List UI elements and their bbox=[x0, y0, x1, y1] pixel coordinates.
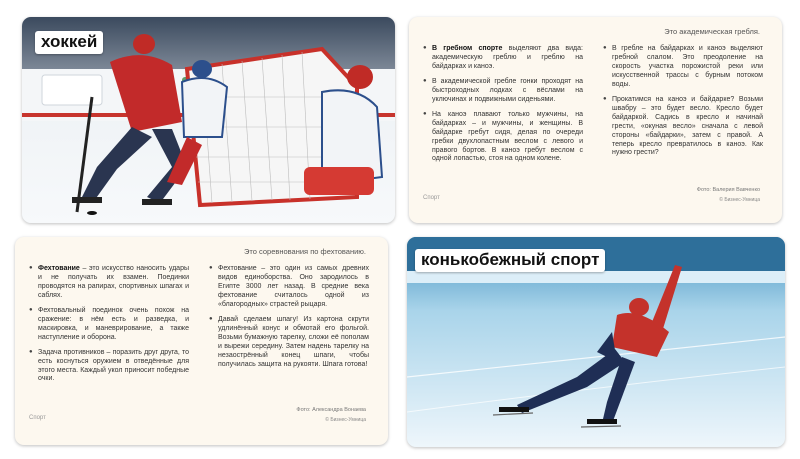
hockey-title: хоккей bbox=[35, 31, 103, 54]
fencing-card bbox=[15, 237, 388, 445]
fencing-right-column bbox=[209, 265, 369, 375]
fencing-paragraph: ● Давай сделаем шпагу! Из картона скрути удлинённый конус и обмотай его фольгой. Возьми бумажную тарелку, сложи её пополам и вырежи середину. Затем надень тарелку на незаострённый конец шпаги, чтобы получилась защита на рукояти. Шпага готова! bbox=[209, 316, 369, 370]
fencing-paragraph: ● Фехтовальный поединок очень похож на сражение: в нём есть и разведка, и маскировка, и маневрирование, а также наступление и оборона. bbox=[29, 307, 189, 343]
fencing-left-column bbox=[29, 265, 189, 390]
rowing-card bbox=[409, 17, 782, 223]
fencing-paragraph: ● Фехтование – это искусство наносить удары и не получать их взамен. Поединки проводятся на рапирах, спортивных шпагах и саблях. bbox=[29, 265, 189, 301]
rowing-right-column bbox=[603, 45, 763, 164]
rowing-paragraph: ● В гребном спорте выделяют два вида: академическую греблю и греблю на байдарках и каноэ. bbox=[423, 45, 583, 72]
rowing-copyright: © Бизнес-Умница bbox=[719, 197, 760, 203]
rowing-photo-credit: Фото: Валерия Вавченко bbox=[696, 187, 760, 193]
fencing-header: Это соревнования по фехтованию. bbox=[244, 247, 366, 256]
fencing-paragraph: ● Фехтование – это один из самых древних видов единоборства. Оно зародилось в Египте 3000 лет назад. В средние века фехтование считалось одной из «благородных» страстей рыцаря. bbox=[209, 265, 369, 310]
rowing-paragraph: ● Прокатимся на каноэ и байдарке? Возьми швабру – это будет весло. Кресло будет байдаркой. Садись в кресло и начинай грести, «окуная весло» сначала с левой стороны «байдарки», затем с правой. А теперь кресло превратилось в каноэ. Как нужно грести? bbox=[603, 96, 763, 159]
skating-card bbox=[407, 237, 785, 447]
rowing-paragraph: ● На каноэ плавают только мужчины, на байдарках – и мужчины, и женщины. В байдарке гребут сидя, делая по очереди гребки двухлопастным веслом с левого и правого бортов. В каноэ гребут веслом с одной лопастью, стоя на одном колене. bbox=[423, 111, 583, 165]
rowing-header: Это академическая гребля. bbox=[664, 27, 760, 36]
hockey-card bbox=[22, 17, 395, 223]
rowing-paragraph: ● В академической гребле гонки проходят на быстроходных лодках с вёслами на уключинах и подвижными сиденьями. bbox=[423, 78, 583, 105]
rowing-paragraph: ● В гребле на байдарках и каноэ выделяют гребной слалом. Это преодоление на скорость участка порожистой реки или искусственной трассы с бурным потоком воды. bbox=[603, 45, 763, 90]
skating-title: конькобежный спорт bbox=[415, 249, 605, 272]
fencing-paragraph: ● Задача противников – поразить друг друга, то есть коснуться оружием в отведённые для этого места. Каждый укол приносит победные очки. bbox=[29, 349, 189, 385]
fencing-photo-credit: Фото: Александра Вонаева bbox=[296, 407, 366, 413]
rowing-left-column bbox=[423, 45, 583, 170]
fencing-footer: Спорт bbox=[29, 415, 46, 421]
rowing-footer: Спорт bbox=[423, 195, 440, 201]
fencing-copyright: © Бизнес-Умница bbox=[325, 417, 366, 423]
